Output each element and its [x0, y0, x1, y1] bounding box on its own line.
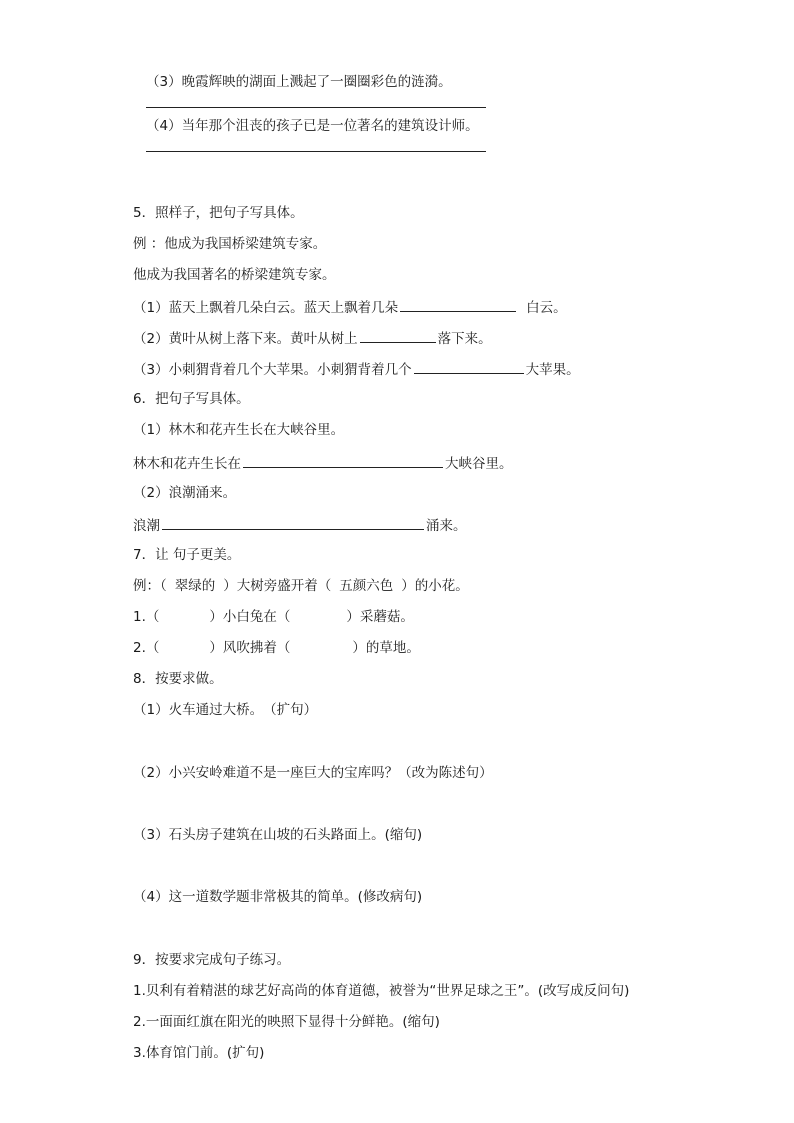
q7-example-word-2: 五颜六色 [339, 578, 394, 594]
q5-item2-text-b: 落下来。 [437, 331, 492, 347]
q5-item1 [133, 297, 567, 317]
q5-item3 [133, 359, 580, 379]
q6-item1: （1）林木和花卉生长在大峡谷里。 [133, 422, 345, 438]
q7-example [133, 577, 469, 595]
q7-item2-text-c: ）的草地。 [352, 640, 420, 656]
q9-item2: 2.一面面红旗在阳光的映照下显得十分鲜艳。(缩句) [133, 1014, 440, 1030]
q7-item1-text-b: ）小白兔在（ [209, 609, 291, 625]
q7-item2 [133, 639, 420, 657]
q5-item3-text-b: 大苹果。 [525, 362, 580, 378]
q6-item1-fill [133, 453, 513, 473]
q5-item2 [133, 328, 492, 348]
q8-item4: （4）这一道数学题非常极其的简单。(修改病句) [133, 889, 423, 905]
q5-item2-text-a: （2）黄叶从树上落下来。黄叶从树上 [133, 331, 358, 347]
q7-item1-text-c: ）采蘑菇。 [346, 609, 414, 625]
q9-title: 9．按要求完成句子练习。 [133, 952, 291, 968]
q6-item2-blank[interactable] [162, 515, 424, 530]
q4-item4: （4）当年那个沮丧的孩子已是一位著名的建筑设计师。 [146, 118, 479, 134]
q9-item1: 1.贝利有着精湛的球艺好高尚的体育道德，被誉为“世界足球之王”。(改写成反问句) [133, 983, 630, 999]
q9-item3: 3.体育馆门前。(扩句) [133, 1045, 265, 1061]
q4-answer-line-4[interactable] [146, 151, 486, 152]
q7-example-text-a: 例：（ [133, 578, 167, 594]
q7-example-text-c: ）的小花。 [401, 578, 469, 594]
q5-item1-blank[interactable] [400, 297, 516, 312]
q7-title: 7．让 句子更美。 [133, 547, 241, 563]
q4-answer-line-3[interactable] [146, 107, 486, 108]
q8-item2: （2）小兴安岭难道不是一座巨大的宝库吗？（改为陈述句） [133, 765, 493, 781]
q7-item2-text-a: 2.（ [133, 640, 160, 656]
q7-example-word-1: 翠绿的 [174, 578, 216, 594]
q5-title: 5．照样子，把句子写具体。 [133, 205, 304, 221]
q8-item3: （3）石头房子建筑在山坡的石头路面上。(缩句) [133, 827, 423, 843]
q8-item1: （1）火车通过大桥。 （扩句） [133, 702, 318, 718]
q6-item1-fill-text-b: 大峡谷里。 [445, 456, 513, 472]
q6-item2-fill-text-a: 浪潮 [133, 518, 160, 534]
q5-item1-text-a: （1）蓝天上飘着几朵白云。蓝天上飘着几朵 [133, 300, 399, 316]
q7-item2-text-b: ）风吹拂着（ [209, 640, 291, 656]
q8-title: 8．按要求做。 [133, 671, 223, 687]
q4-item3: （3）晚霞辉映的湖面上溅起了一圈圈彩色的涟漪。 [146, 74, 452, 90]
q5-example-2: 他成为我国著名的桥梁建筑专家。 [133, 267, 336, 283]
q6-title: 6．把句子写具体。 [133, 391, 250, 407]
q6-item2-fill [133, 515, 467, 535]
q5-example-1: 例 ：他成为我国桥梁建筑专家。 [133, 236, 327, 252]
q5-item2-blank[interactable] [360, 328, 436, 343]
q5-item3-text-a: （3）小刺猬背着几个大苹果。小刺猬背着几个 [133, 362, 412, 378]
q7-example-text-b: ）大树旁盛开着（ [223, 578, 332, 594]
q6-item1-blank[interactable] [243, 453, 443, 468]
q5-item3-blank[interactable] [414, 359, 524, 374]
q6-item2-fill-text-b: 涌来。 [426, 518, 467, 534]
q7-item1-text-a: 1.（ [133, 609, 160, 625]
q6-item1-fill-text-a: 林木和花卉生长在 [133, 456, 241, 472]
q6-item2: （2）浪潮涌来。 [133, 485, 237, 501]
q7-item1 [133, 608, 414, 626]
q5-item1-text-b: 白云。 [526, 300, 567, 316]
